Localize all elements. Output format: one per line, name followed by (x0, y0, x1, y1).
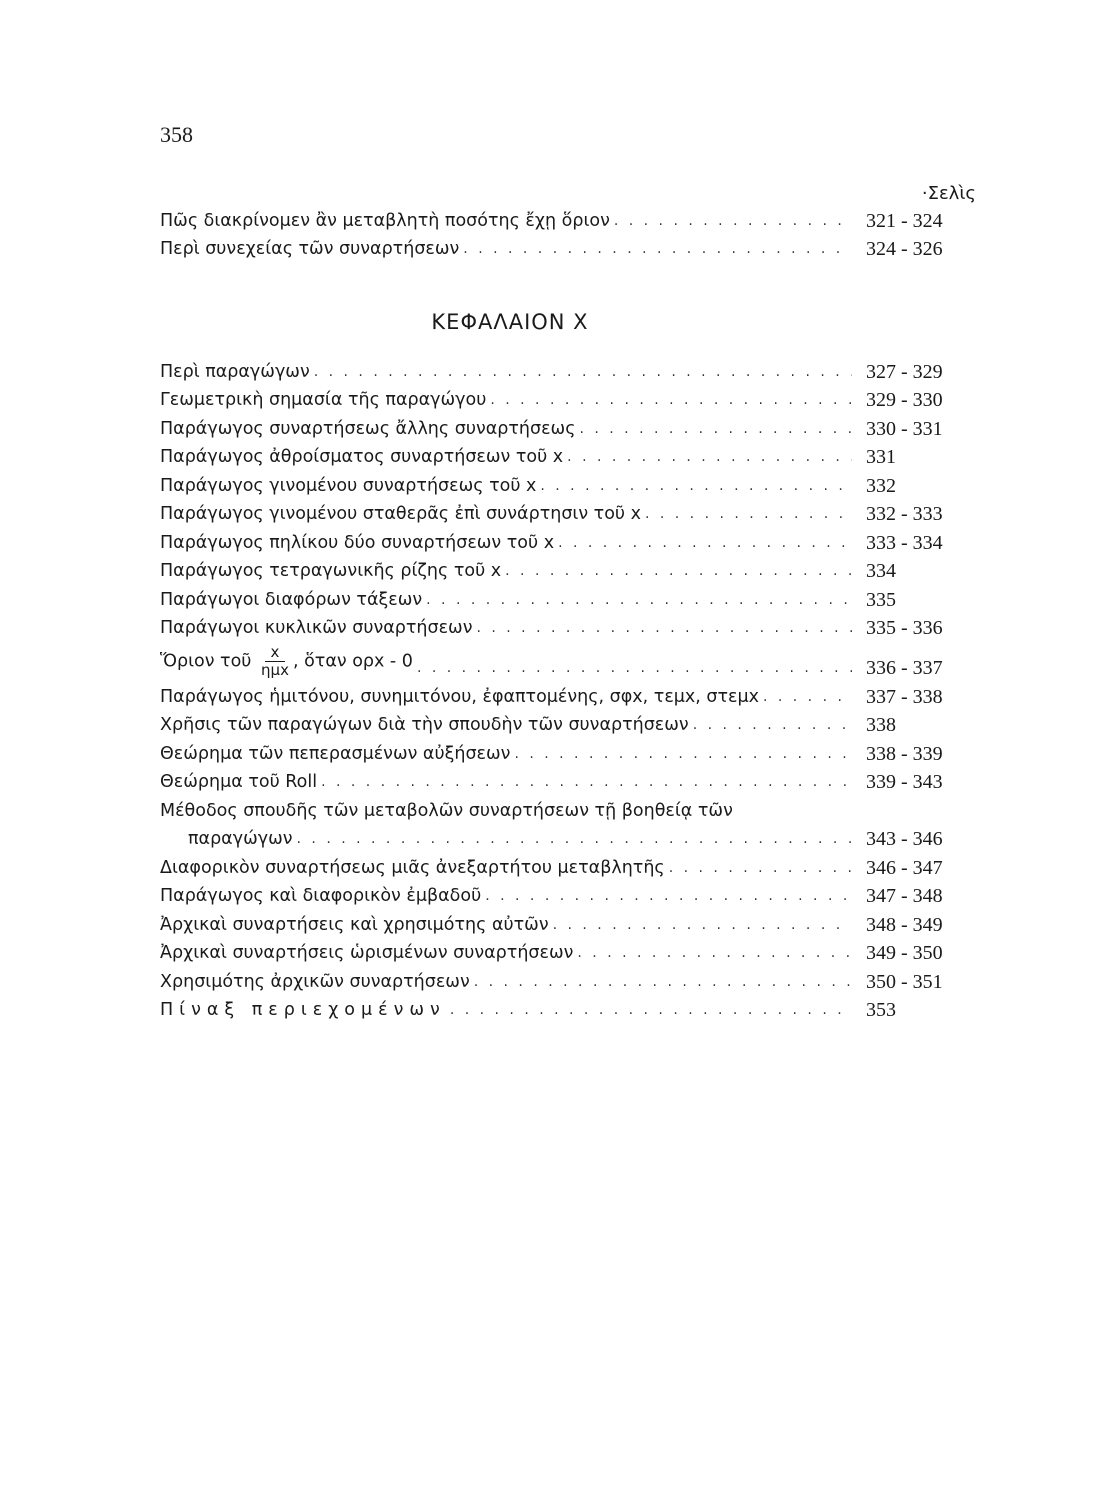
toc-entry-title: Γεωμετρικὴ σημασία τῆς παραγώγου (160, 390, 487, 410)
toc-entry-pages: 333 - 334 (866, 531, 943, 554)
toc-entry-pages: 331 (866, 446, 896, 468)
toc-entry-title (160, 644, 417, 679)
fraction-denominator: ημx (261, 661, 289, 679)
toc-entry-pages: 329 - 330 (866, 389, 943, 411)
toc-entry (160, 850, 976, 879)
dot-leader (297, 828, 852, 850)
toc-entry-title: Παράγωγος τετραγωνικῆς ρίζης τοῦ x (160, 561, 502, 581)
toc-entry (160, 468, 976, 497)
toc-entry (160, 354, 976, 383)
toc-entry-title: Περὶ παραγώγων (160, 361, 310, 382)
toc-entry-limit (160, 639, 976, 679)
toc-entry-pages: 350 - 351 (866, 970, 943, 993)
dot-leader (505, 560, 852, 582)
dot-leader (474, 971, 852, 993)
toc-entry (160, 936, 976, 965)
toc-entry (160, 554, 976, 583)
limit-prefix: Ὅριον τοῦ (160, 651, 252, 672)
toc-entry (160, 993, 976, 1022)
toc-entry-title: Ἀρχικαὶ συναρτήσεις ὡρισμένων συναρτήσεων (160, 943, 574, 963)
toc-entry-pages: 334 (866, 560, 896, 582)
dot-leader (614, 210, 852, 232)
limit-suffix: , ὅταν ορx - 0 (292, 651, 413, 672)
dot-leader (426, 589, 852, 611)
toc-entry-pages: 321 - 324 (866, 209, 943, 232)
dot-leader (558, 532, 852, 554)
toc-entry-title: παραγώγων (188, 829, 293, 849)
toc-entry-title: Παράγωγος γινομένου σταθερᾶς ἐπὶ συνάρτησιν τοῦ x (160, 504, 641, 524)
toc-entry-pages: 348 - 349 (866, 913, 943, 936)
chapter-heading: ΚΕΦΑΛΑΙΟΝ X (431, 310, 589, 334)
dot-leader (463, 238, 852, 260)
toc-entry-pages: 343 - 346 (866, 828, 943, 850)
toc-entry-title: Θεώρημα τῶν πεπερασμένων αὐξήσεων (160, 743, 511, 764)
toc-entry-pages: 335 (866, 588, 896, 611)
dot-leader (540, 475, 852, 497)
toc-entry (160, 708, 976, 737)
dot-leader (553, 914, 852, 936)
dot-leader (476, 617, 852, 639)
toc-entry-pages: 337 - 338 (866, 685, 943, 708)
dot-leader (669, 857, 852, 879)
page-number: 358 (160, 122, 193, 147)
dot-leader (577, 942, 852, 964)
toc-entry-title: Ἀρχικαὶ συναρτήσεις καὶ χρησιμότης αὐτῶν (160, 914, 549, 935)
dot-leader (645, 503, 852, 525)
toc-entry-pages: 332 (866, 474, 896, 497)
toc-entry (160, 411, 976, 440)
dot-leader (567, 446, 852, 468)
toc-entry-pages: 336 - 337 (866, 657, 943, 679)
toc-entry-title: Παράγωγος συναρτήσεως ἄλλης συναρτήσεως (160, 418, 576, 439)
toc-entry-title: Πίναξ περιεχομένων (160, 1000, 446, 1020)
dot-leader (417, 657, 852, 679)
toc-entry-title: Παράγωγοι διαφόρων τάξεων (160, 589, 423, 610)
toc-entry-title: Θεώρημα τοῦ Roll (160, 772, 318, 792)
toc-entry-pages: 349 - 350 (866, 942, 943, 964)
toc-entry (160, 525, 976, 554)
dot-leader (579, 418, 852, 440)
toc-entry-pages: 338 (866, 714, 896, 736)
toc-entry (160, 232, 976, 261)
toc-entry-pages: 346 - 347 (866, 856, 943, 879)
dot-leader (763, 686, 852, 708)
toc-entry (160, 964, 976, 993)
toc-entry-title: Παράγωγος ἀθροίσματος συναρτήσεων τοῦ x (160, 447, 564, 467)
toc-entry-title: Παράγωγος γινομένου συναρτήσεως τοῦ x (160, 475, 537, 496)
toc-entry-pages: 332 - 333 (866, 503, 943, 525)
toc-entry-title: Διαφορικὸν συναρτήσεως μιᾶς ἀνεξαρτήτου μεταβλητῆς (160, 857, 665, 878)
dot-leader (314, 361, 852, 383)
toc-entry (160, 907, 976, 936)
toc-entry-title: Πῶς διακρίνομεν ἂν μεταβλητὴ ποσότης ἔχῃ ὅριον (160, 210, 610, 231)
dot-leader (485, 885, 852, 907)
toc-entry (160, 736, 976, 765)
toc-entry (160, 497, 976, 526)
toc-entry-title: Χρησιμότης ἀρχικῶν συναρτήσεων (160, 971, 470, 992)
toc-entry-title: Παράγωγος πηλίκου δύο συναρτήσεων τοῦ x (160, 532, 555, 553)
toc-entry (160, 203, 976, 232)
toc-entry-line1 (160, 793, 976, 822)
dot-leader (450, 999, 852, 1021)
toc-entry-pages: 339 - 343 (866, 771, 943, 793)
toc-entry-title: Παράγωγοι κυκλικῶν συναρτήσεων (160, 618, 473, 638)
toc-entry-line2 (160, 822, 976, 851)
pages-column-header: ·Σελὶς (921, 183, 976, 204)
toc-entry (160, 383, 976, 412)
toc-entry (160, 765, 976, 794)
toc-entry-title: Παράγωγος ἡμιτόνου, συνημιτόνου, ἐφαπτομένης, σφx, τεμx, στεμx (160, 686, 759, 707)
toc-entry-title: Χρῆσις τῶν παραγώγων διὰ τὴν σπουδὴν τῶν συναρτήσεων (160, 715, 689, 735)
toc-entry-title: Παράγωγος καὶ διαφορικὸν ἐμβαδοῦ (160, 886, 482, 906)
toc-entry-pages: 324 - 326 (866, 238, 943, 260)
dot-leader (693, 714, 852, 736)
toc-entry-pages: 335 - 336 (866, 617, 943, 639)
toc-entry-pages: 338 - 339 (866, 742, 943, 765)
toc-entry-pages: 353 (866, 999, 896, 1021)
toc-entry-pages: 327 - 329 (866, 360, 943, 383)
dot-leader (490, 389, 852, 411)
toc-entry (160, 582, 976, 611)
dot-leader (321, 771, 852, 793)
dot-leader (514, 743, 852, 765)
toc-entry (160, 879, 976, 908)
toc-entry-title: Περὶ συνεχείας τῶν συναρτήσεων (160, 239, 460, 259)
toc-entry-pages: 330 - 331 (866, 417, 943, 440)
toc-entry (160, 679, 976, 708)
fraction-numerator: x (265, 644, 286, 662)
toc-entry-title: Μέθοδος σπουδῆς τῶν μεταβολῶν συναρτήσεων τῇ βοηθείᾳ τῶν (160, 800, 733, 821)
table-of-contents (160, 203, 976, 1021)
toc-entry (160, 611, 976, 640)
fraction (261, 644, 289, 679)
toc-entry (160, 440, 976, 469)
toc-entry-pages: 347 - 348 (866, 885, 943, 907)
